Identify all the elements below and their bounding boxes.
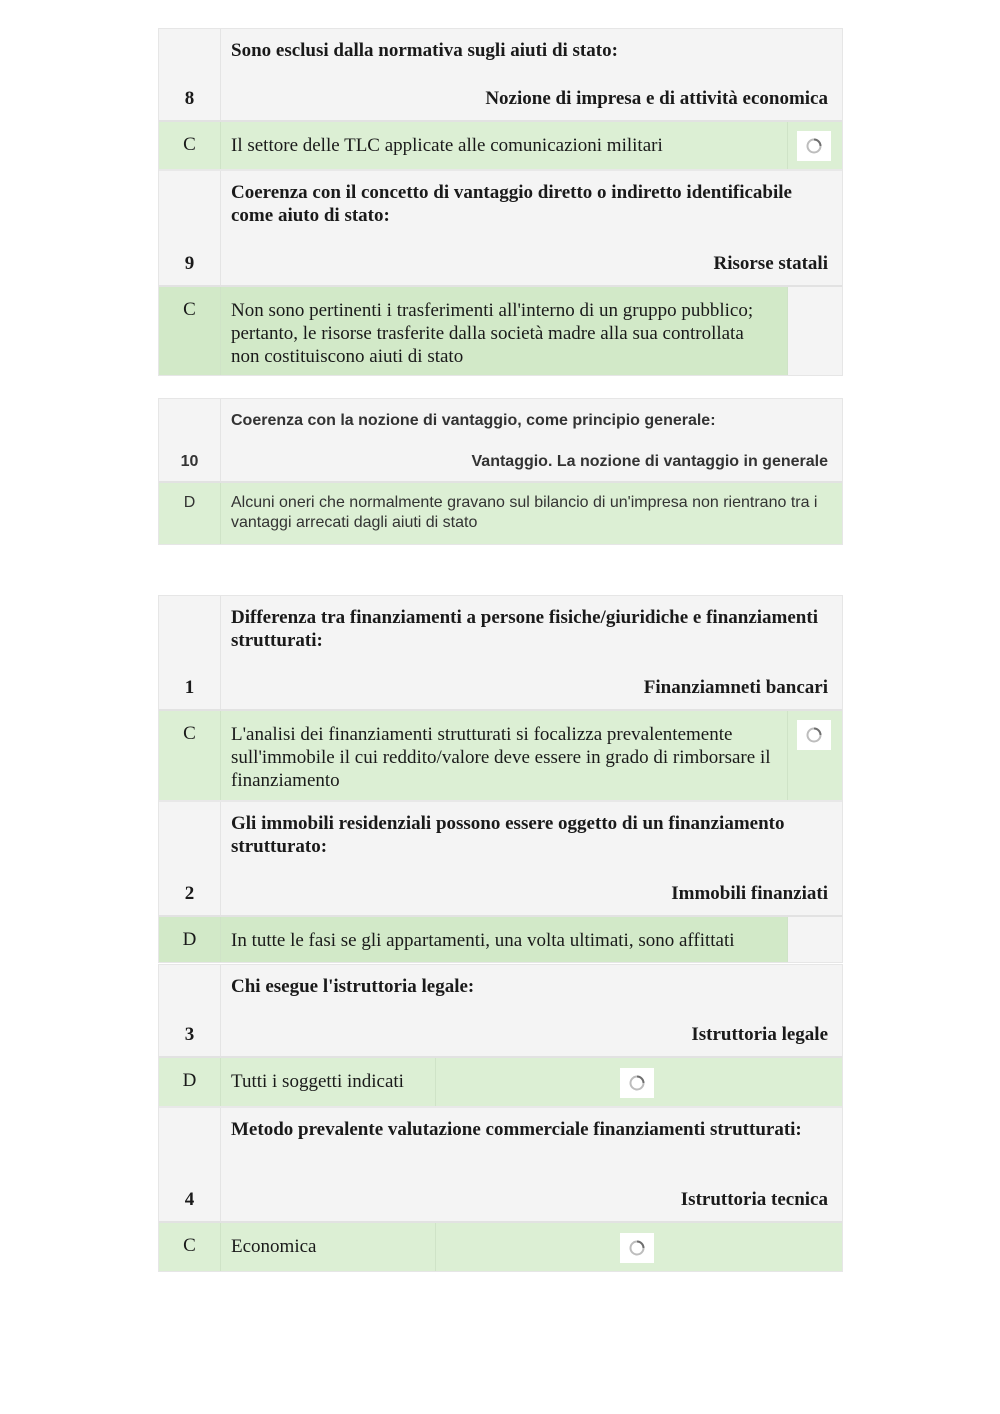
answer-row: [159, 1223, 842, 1271]
question-topic: Risorse statali: [713, 253, 828, 274]
loading-radio-icon: [805, 726, 823, 744]
answer-letter: C: [159, 1223, 221, 1271]
question-row: [159, 965, 842, 1058]
answer-letter: D: [159, 483, 221, 544]
answer-text: Non sono pertinenti i trasferimenti all'interno di un gruppo pubblico; pertanto, le risorse trasferite dalla società madre alla sua controllata non costituiscono aiuti di stato: [221, 287, 787, 375]
answer-row: [159, 711, 842, 802]
answer-text: Economica: [221, 1223, 435, 1271]
question-text: Differenza tra finanziamenti a persone fisiche/giuridiche e finanziamenti strutturati:: [231, 607, 818, 651]
answer-letter: C: [159, 711, 221, 800]
answer-text: Alcuni oneri che normalmente gravano sul bilancio di un'impresa non rientrano tra i vantaggi arrecati dagli aiuti di stato: [221, 483, 842, 544]
question-topic: Istruttoria tecnica: [680, 1189, 828, 1210]
question-text: Chi esegue l'istruttoria legale:: [231, 976, 475, 997]
answer-letter: D: [159, 917, 221, 962]
quiz-block: [158, 964, 843, 1272]
question-text: Sono esclusi dalla normativa sugli aiuti di stato:: [231, 40, 618, 61]
answer-letter: C: [159, 287, 221, 375]
question-topic: Vantaggio. La nozione di vantaggio in generale: [471, 453, 828, 470]
question-row: [159, 399, 842, 483]
answer-row: [159, 122, 842, 171]
answer-letter: C: [159, 122, 221, 169]
question-text: Coerenza con la nozione di vantaggio, come principio generale:: [231, 412, 716, 429]
answer-text: Il settore delle TLC applicate alle comunicazioni militari: [221, 122, 787, 169]
question-text: Coerenza con il concetto di vantaggio diretto o indiretto identificabile come aiuto di stato:: [231, 182, 792, 226]
question-topic: Istruttoria legale: [691, 1024, 828, 1045]
question-row: [159, 29, 842, 122]
question-topic: Nozione di impresa e di attività economica: [485, 88, 828, 109]
loading-radio-icon: [628, 1074, 646, 1092]
answer-row: [159, 483, 842, 544]
question-number: 4: [159, 1108, 221, 1221]
question-row: [159, 596, 842, 711]
question-row: [159, 802, 842, 917]
answer-radio[interactable]: [620, 1068, 654, 1098]
answer-empty-cell: [787, 287, 842, 375]
answer-text: Tutti i soggetti indicati: [221, 1058, 435, 1106]
question-text: Gli immobili residenziali possono essere oggetto di un finanziamento strutturato:: [231, 813, 785, 857]
answer-radio[interactable]: [797, 720, 831, 750]
question-number: 2: [159, 802, 221, 915]
answer-text: In tutte le fasi se gli appartamenti, una volta ultimati, sono affittati: [221, 917, 787, 962]
question-text: Metodo prevalente valutazione commerciale finanziamenti strutturati:: [231, 1119, 802, 1140]
question-topic: Finanziamneti bancari: [643, 677, 828, 698]
question-number: 8: [159, 29, 221, 120]
answer-radio[interactable]: [620, 1233, 654, 1263]
answer-row: [159, 287, 842, 375]
quiz-block: [158, 398, 843, 545]
question-row: [159, 171, 842, 287]
question-topic: Immobili finanziati: [671, 883, 828, 904]
question-number: 9: [159, 171, 221, 285]
quiz-block: [158, 28, 843, 376]
answer-empty-cell: [787, 917, 842, 962]
loading-radio-icon: [805, 137, 823, 155]
question-number: 3: [159, 965, 221, 1056]
question-row: [159, 1108, 842, 1223]
loading-radio-icon: [628, 1239, 646, 1257]
question-number: 1: [159, 596, 221, 709]
answer-radio[interactable]: [797, 131, 831, 161]
answer-row: [159, 917, 842, 962]
answer-text: L'analisi dei finanziamenti strutturati si focalizza prevalentemente sull'immobile il cui reddito/valore deve essere in grado di rimborsare il finanziamento: [221, 711, 787, 800]
answer-letter: D: [159, 1058, 221, 1106]
answer-row: [159, 1058, 842, 1108]
quiz-block: [158, 595, 843, 963]
question-number: 10: [159, 399, 221, 481]
